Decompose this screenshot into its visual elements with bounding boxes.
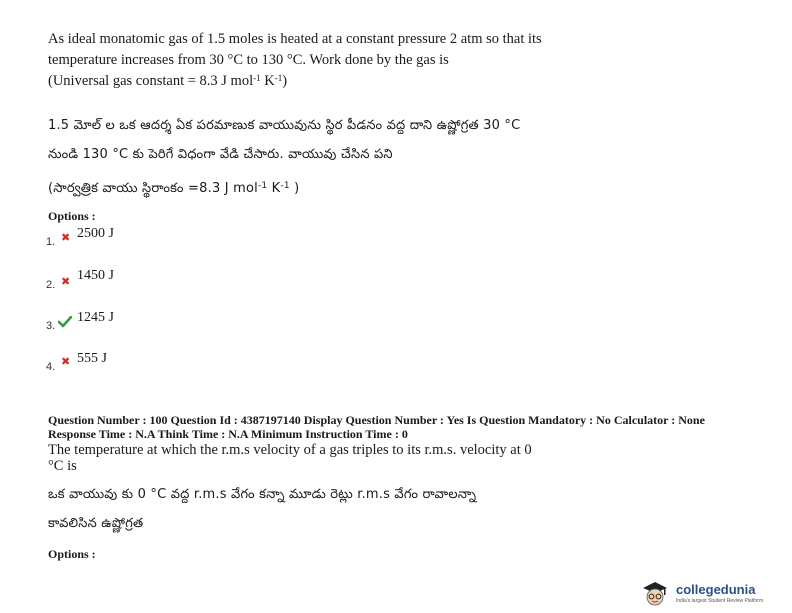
wrong-mark-icon: ✖ — [61, 355, 71, 368]
q1-telugu-gas-constant — [48, 180, 299, 198]
option-2-text[interactable]: 1450 J — [77, 268, 114, 283]
q1-close-paren: ) — [282, 73, 288, 89]
q1-gas-constant — [48, 72, 287, 90]
q2-text-line-1: The temperature at which the r.m.s velocity of a gas triples to its r.m.s. velocity at 0 — [48, 442, 532, 458]
q1-telugu-exponent-2: -1 — [280, 181, 290, 191]
q1-text-line-1: As ideal monatomic gas of 1.5 moles is heated at a constant pressure 2 atm so that its — [48, 31, 542, 47]
logo-tagline: India's largest Student Review Platform — [676, 598, 764, 604]
correct-check-icon — [58, 316, 72, 328]
q2-meta-line-1: Question Number : 100 Question Id : 4387197140 Display Question Number : Yes Is Question Mandatory : No Calculator : None — [48, 413, 705, 427]
option-1-text[interactable]: 2500 J — [77, 226, 114, 241]
option-1-number: 1. — [46, 236, 56, 248]
q1-telugu-close-paren: ) — [289, 181, 300, 196]
option-3-number: 3. — [46, 320, 56, 332]
q1-telugu-line-2: నుండి 130 °C కు పెరిగే విధంగా వేడి చేసారు. వాయువు చేసిన పని — [48, 147, 393, 162]
wrong-mark-icon: ✖ — [61, 275, 71, 288]
q1-gas-constant-text: (Universal gas constant = 8.3 J mol — [48, 73, 254, 89]
q2-options-label: Options : — [48, 547, 96, 561]
wrong-mark-icon: ✖ — [61, 231, 71, 244]
q1-options-label: Options : — [48, 209, 96, 223]
q2-text-line-2: °C is — [48, 458, 77, 474]
option-4-text[interactable]: 555 J — [77, 351, 107, 366]
option-2-number: 2. — [46, 279, 56, 291]
collegedunia-mascot-icon — [640, 580, 670, 608]
q1-unit-k: K — [260, 73, 275, 89]
q1-telugu-unit-k: K — [267, 181, 281, 196]
q1-exponent-1: -1 — [253, 73, 261, 83]
option-4-number: 4. — [46, 361, 56, 373]
q2-telugu-line-2: కావలిసిన ఉష్ణోగ్రత — [48, 516, 144, 531]
q2-meta-line-2: Response Time : N.A Think Time : N.A Minimum Instruction Time : 0 — [48, 427, 408, 441]
q2-telugu-line-1: ఒక వాయువు కు 0 °C వద్ద r.m.s వేగం కన్నా మూడు రెట్లు r.m.s వేగం రావాలన్నా — [48, 487, 477, 502]
q1-exponent-2: -1 — [274, 73, 283, 83]
q1-telugu-line-1: 1.5 మోల్ ల ఒక ఆదర్శ ఏక పరమాణుక వాయువును స్థిర పీడనం వద్ద దాని ఉష్ణోగ్రత 30 °C — [48, 118, 521, 133]
q1-telugu-exponent-1: -1 — [257, 181, 268, 191]
logo-name: collegedunia — [676, 582, 756, 597]
q1-text-line-2: temperature increases from 30 °C to 130 °C. Work done by the gas is — [48, 52, 449, 68]
q1-telugu-gas-constant-text: (సార్వత్రిక వాయు స్థిరాంకం =8.3 J mol — [48, 181, 258, 196]
option-3-text[interactable]: 1245 J — [77, 310, 114, 325]
